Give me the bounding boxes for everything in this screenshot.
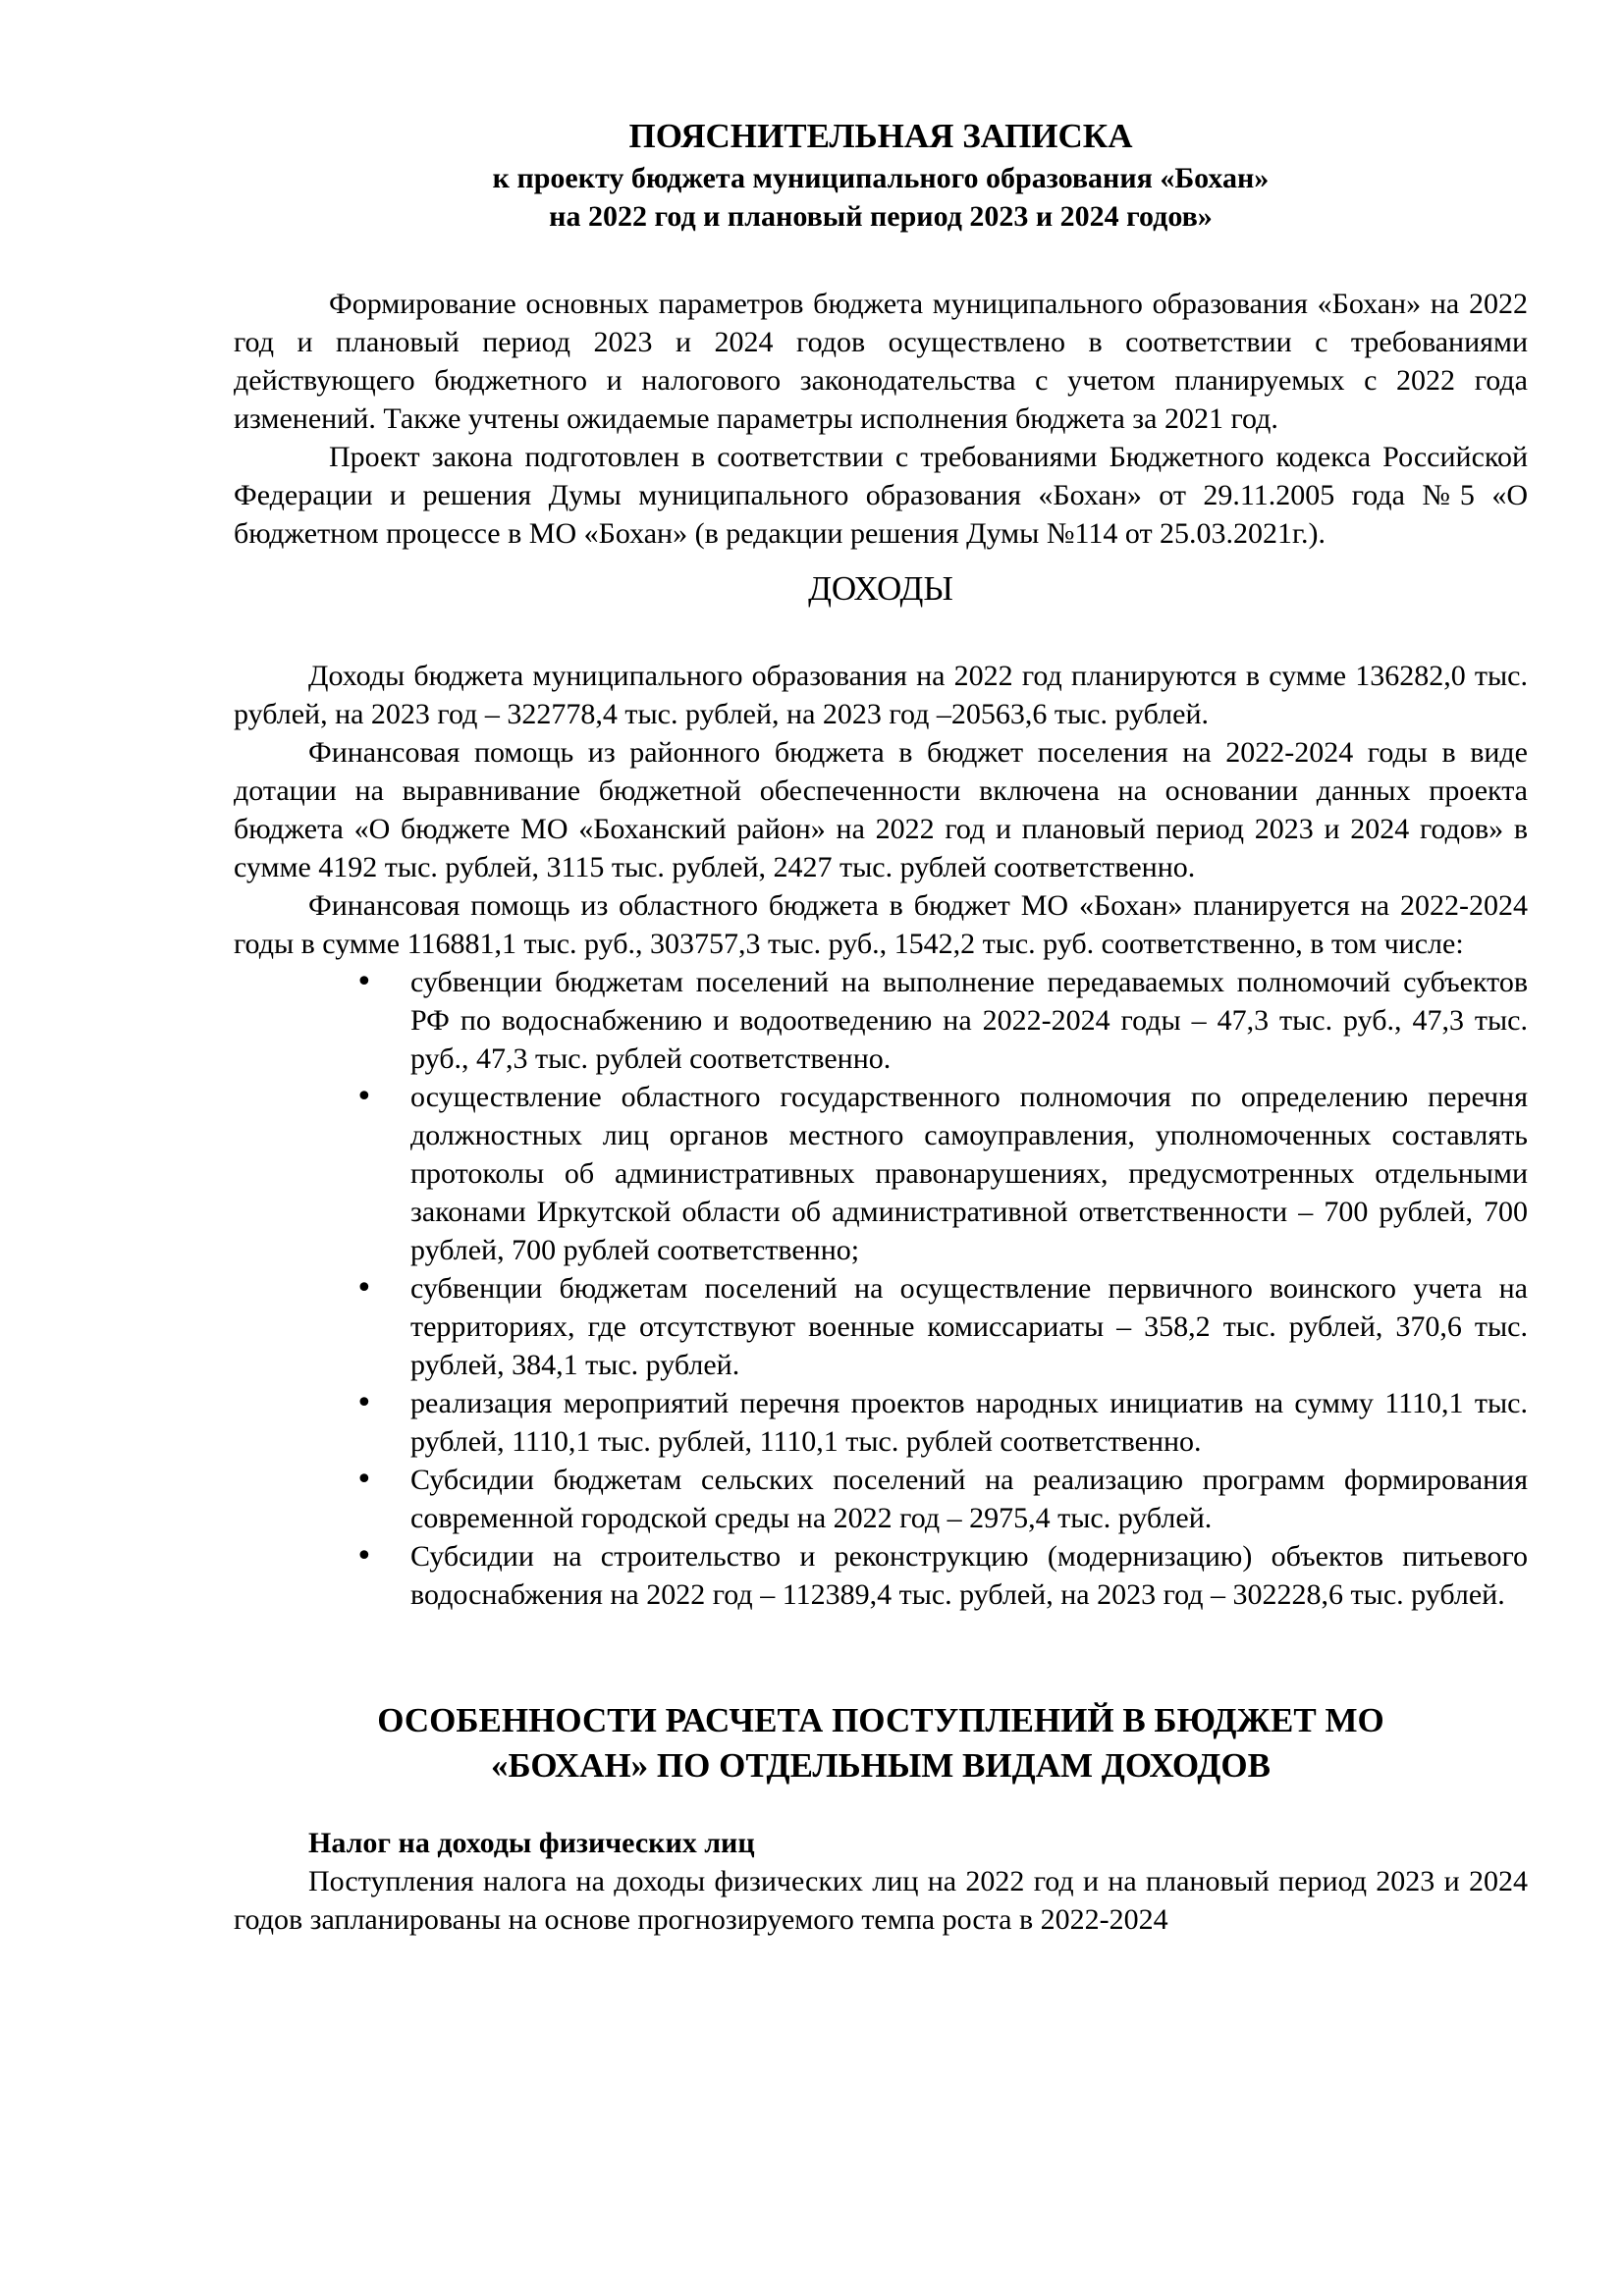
features-subheading: Налог на доходы физических лиц (308, 1827, 755, 1859)
list-item (355, 1078, 1528, 1269)
intro-paragraph-1: Формирование основных параметров бюджета муниципального образования «Бохан» на 2022 год и плановый период 2023 и 2024 годов осуществлено в соответствии с требованиями действующего бюджетного и налогового законодательства с учетом планируемых с 2022 года изменений. Также учтены ожидаемые параметры исполнения бюджета за 2021 год. (234, 288, 1528, 435)
bullet-icon: • (355, 1386, 373, 1420)
bullet-icon: • (355, 1463, 373, 1497)
list-item (355, 1384, 1528, 1461)
list-item-text: Субсидии на строительство и реконструкцию (модернизацию) объектов питьевого водоснабжения на 2022 год – 112389,4 тыс. рублей, на 2023 год – 302228,6 тыс. рублей. (410, 1540, 1528, 1611)
features-paragraph-1: Поступления налога на доходы физических лиц на 2022 год и на плановый период 2023 и 2024 годов запланированы на основе прогнозируемого темпа роста в 2022-2024 (234, 1865, 1528, 1936)
income-paragraph-3: Финансовая помощь из областного бюджета в бюджет МО «Бохан» планируется на 2022-2024 годы в сумме 116881,1 тыс. руб., 303757,3 тыс. руб., 1542,2 тыс. руб. соответственно, в том числе: (234, 889, 1528, 960)
list-item (355, 1461, 1528, 1537)
intro-paragraph-2: Проект закона подготовлен в соответствии с требованиями Бюджетного кодекса Российской Федерации и решения Думы муниципального образования «Бохан» от 29.11.2005 года №5 «О бюджетном процессе в МО «Бохан» (в редакции решения Думы №114 от 25.03.2021г.). (234, 441, 1528, 550)
income-paragraph-2: Финансовая помощь из районного бюджета в бюджет поселения на 2022-2024 годы в виде дотации на выравнивание бюджетной обеспеченности включена на основании данных проекта бюджета «О бюджете МО «Боханский район» на 2022 год и плановый период 2023 и 2024 годов» в сумме 4192 тыс. рублей, 3115 тыс. рублей, 2427 тыс. рублей соответственно. (234, 736, 1528, 883)
bullet-icon: • (355, 965, 373, 999)
list-item (355, 1537, 1528, 1614)
list-item (355, 963, 1528, 1078)
document-subtitle-line2: на 2022 год и плановый период 2023 и 2024 годов» (549, 200, 1213, 233)
list-item-text: субвенции бюджетам поселений на выполнение передаваемых полномочий субъектов РФ по водоснабжению и водоотведению на 2022-2024 годы – 47,3 тыс. руб., 47,3 тыс. руб., 47,3 тыс. рублей соответственно. (410, 966, 1528, 1075)
income-paragraph-1: Доходы бюджета муниципального образования на 2022 год планируются в сумме 136282,0 тыс. рублей, на 2023 год – 322778,4 тыс. рублей, на 2023 год –20563,6 тыс. рублей. (234, 660, 1528, 730)
bullet-icon: • (355, 1539, 373, 1574)
document-subtitle-line1: к проекту бюджета муниципального образования «Бохан» (492, 162, 1270, 194)
document-title: ПОЯСНИТЕЛЬНАЯ ЗАПИСКА (628, 117, 1133, 155)
list-item-text: реализация мероприятий перечня проектов народных инициатив на сумму 1110,1 тыс. рублей, 1110,1 тыс. рублей, 1110,1 тыс. рублей соответственно. (410, 1387, 1528, 1458)
list-item-text: осуществление областного государственного полномочия по определению перечня должностных лиц органов местного самоуправления, уполномоченных составлять протоколы об административных правонарушениях, предусмотренных отдельными законами Иркутской области об административной ответственности – 700 рублей, 700 рублей, 700 рублей соответственно; (410, 1081, 1528, 1266)
bullet-icon: • (355, 1080, 373, 1114)
income-heading: ДОХОДЫ (808, 569, 953, 608)
bullet-icon: • (355, 1271, 373, 1306)
income-bullet-list (234, 963, 1528, 1614)
list-item-text: Субсидии бюджетам сельских поселений на реализацию программ формирования современной городской среды на 2022 год – 2975,4 тыс. рублей. (410, 1464, 1528, 1534)
document-page (234, 116, 1528, 1939)
features-title (234, 1698, 1528, 1789)
features-title-line1: ОСОБЕННОСТИ РАСЧЕТА ПОСТУПЛЕНИЙ В БЮДЖЕТ МО (377, 1701, 1384, 1739)
list-item-text: субвенции бюджетам поселений на осуществление первичного воинского учета на территориях, где отсутствуют военные комиссариаты – 358,2 тыс. рублей, 370,6 тыс. рублей, 384,1 тыс. рублей. (410, 1272, 1528, 1381)
list-item (355, 1269, 1528, 1384)
features-title-line2: «БОХАН» ПО ОТДЕЛЬНЫМ ВИДАМ ДОХОДОВ (491, 1746, 1271, 1785)
